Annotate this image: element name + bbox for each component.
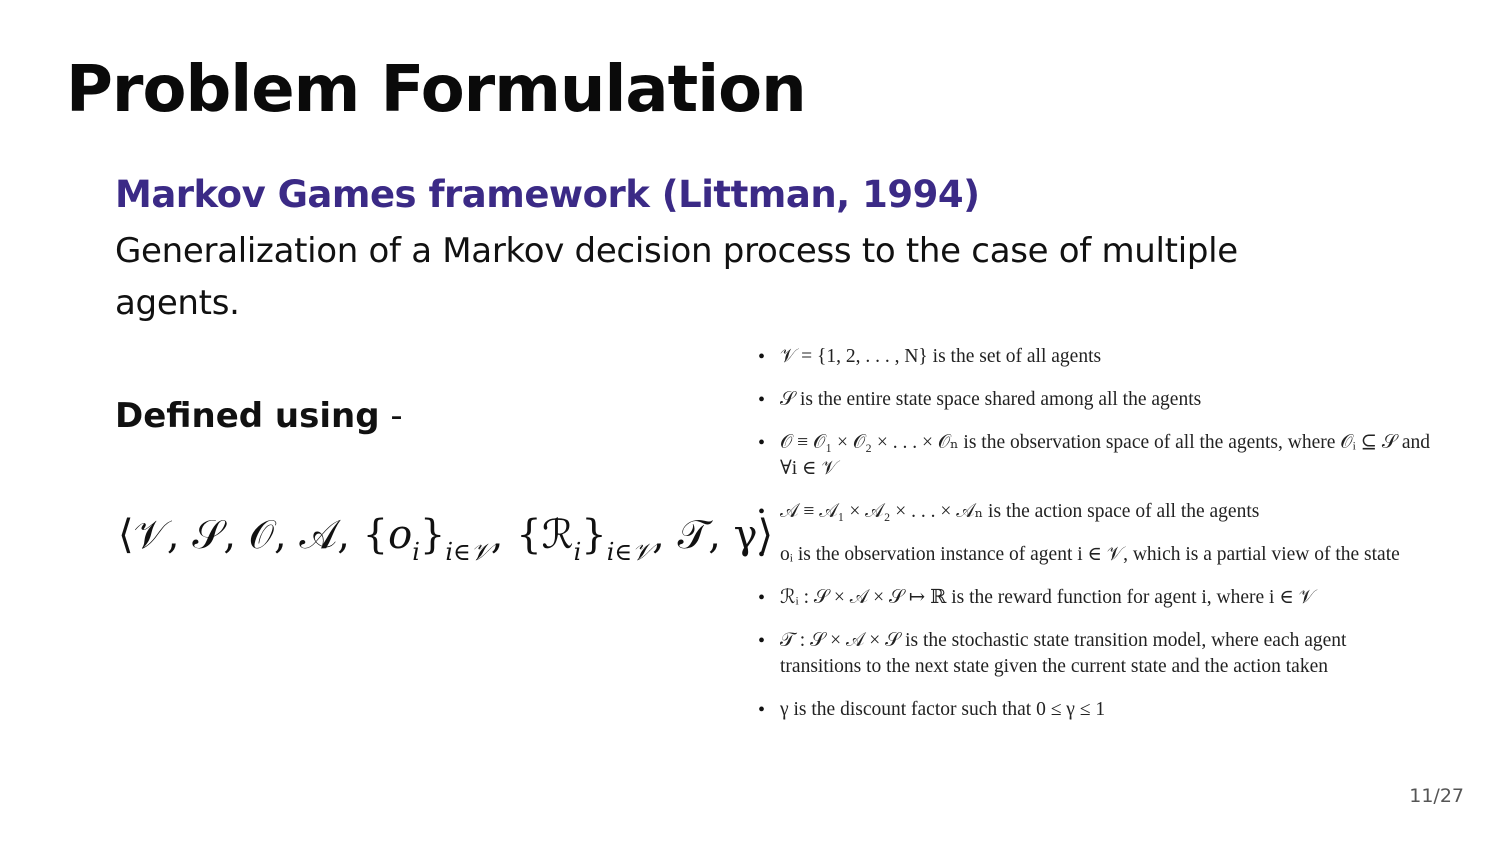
section-heading: Markov Games framework (Littman, 1994) xyxy=(115,173,980,216)
tuple-sub-1: i∈𝒱 xyxy=(445,538,491,566)
list-item: • oᵢ is the observation instance of agent i ∈ 𝒱, which is a partial view of the state xyxy=(758,542,1430,568)
description-text: Generalization of a Markov decision process to the case of multiple agents. xyxy=(115,231,1238,323)
defined-using-line xyxy=(115,393,403,439)
tuple-open: ⟨𝒱, 𝒮, 𝒪, 𝒜, { xyxy=(118,512,389,558)
list-item: • 𝒪 ≡ 𝒪₁ × 𝒪₂ × . . . × 𝒪ₙ is the observation space of all the agents, where 𝒪ᵢ ⊆ 𝒮 and ∀i ∈ 𝒱 xyxy=(758,430,1430,482)
tuple-r-sub: i xyxy=(573,538,582,566)
tuple-r-close: } xyxy=(581,512,607,558)
definition-list xyxy=(758,344,1430,740)
list-item: • ℛᵢ : 𝒮 × 𝒜 × 𝒮 ↦ ℝ is the reward function for agent i, where i ∈ 𝒱 xyxy=(758,585,1430,611)
list-item: • 𝒜 ≡ 𝒜₁ × 𝒜₂ × . . . × 𝒜ₙ is the action space of all the agents xyxy=(758,499,1430,525)
list-item: • 𝒯 : 𝒮 × 𝒜 × 𝒮 is the stochastic state transition model, where each agent transitions to the next state given the current state and the action taken xyxy=(758,628,1430,680)
list-item: • 𝒮 is the entire state space shared among all the agents xyxy=(758,387,1430,413)
slide-title: Problem Formulation xyxy=(66,53,806,127)
tuple-o-close: } xyxy=(419,512,446,558)
list-item: • 𝒱 = {1, 2, . . . , N} is the set of all agents xyxy=(758,344,1430,370)
page-number: 11/27 xyxy=(1409,785,1464,807)
defined-using-label: Defined using xyxy=(115,396,380,436)
tuple-o-sub: i xyxy=(412,538,420,566)
tuple-r: ℛ xyxy=(541,512,574,558)
tuple-o: o xyxy=(388,512,413,558)
tuple-sub-2: i∈𝒱 xyxy=(606,538,653,566)
defined-using-dash: - xyxy=(379,396,403,436)
markov-game-tuple xyxy=(118,505,773,565)
list-item: • γ is the discount factor such that 0 ≤ γ ≤ 1 xyxy=(758,697,1430,723)
tuple-mid: , { xyxy=(490,512,542,558)
tuple-tail: , 𝒯, γ⟩ xyxy=(652,512,774,558)
